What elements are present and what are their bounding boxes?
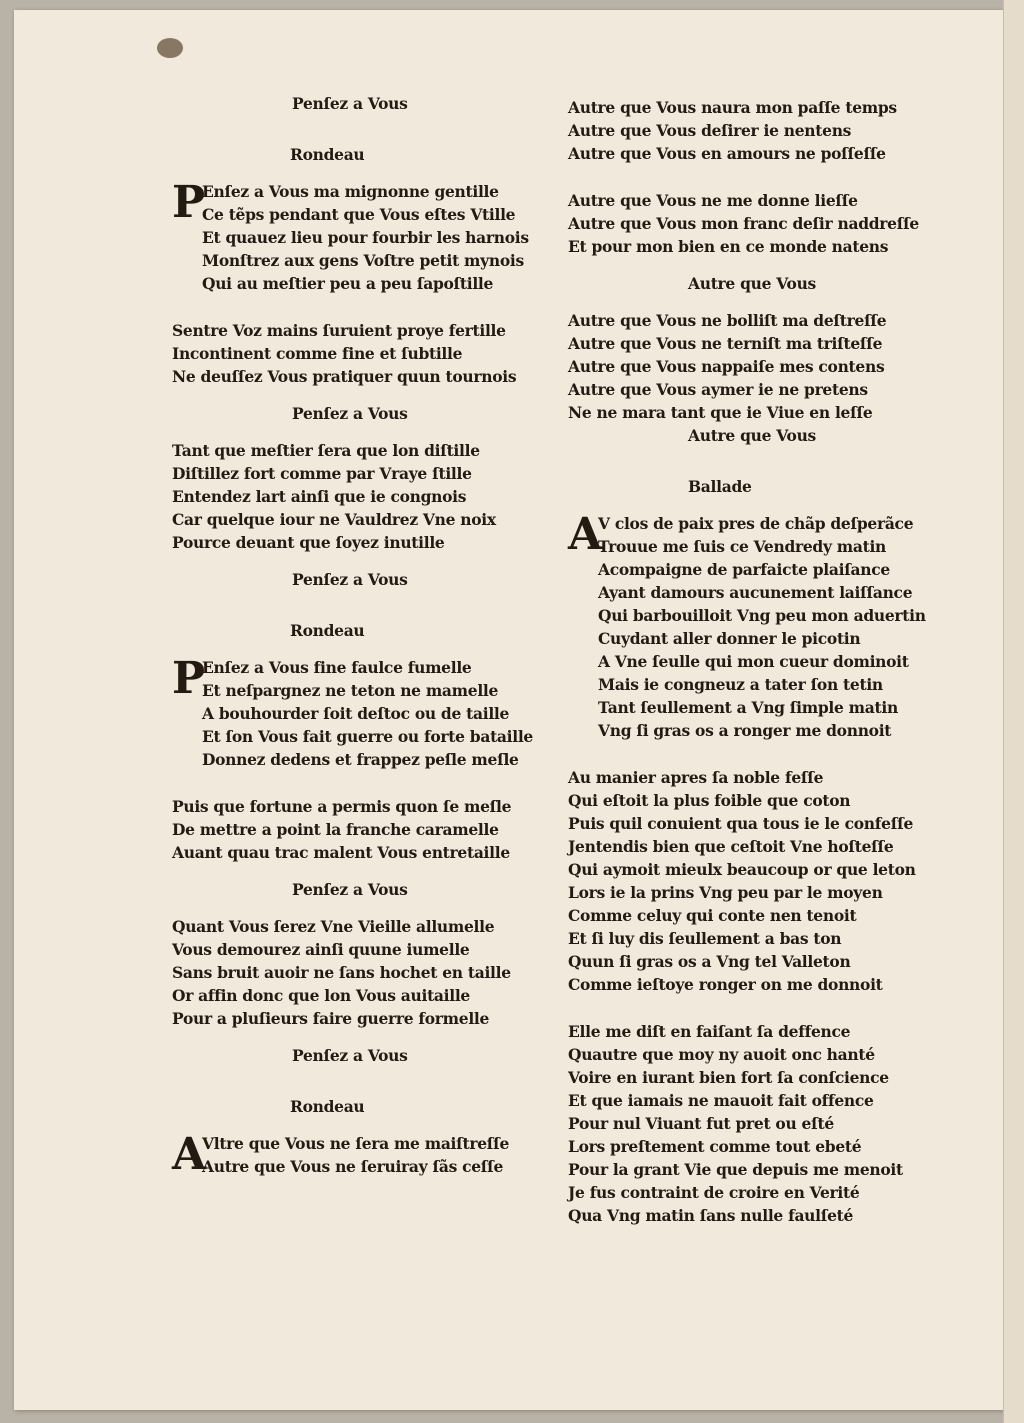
section-heading: Penſez a Vous: [292, 94, 408, 113]
verse-line: Sans bruit auoir ne ſans hochet en taille: [172, 963, 511, 982]
section-heading: Penſez a Vous: [292, 404, 408, 423]
verse-stanza: [172, 653, 542, 771]
verse-line: A bouhourder ſoit deſtoc ou de taille: [202, 704, 510, 723]
verse-line: Et pour mon bien en ce monde natens: [568, 237, 889, 256]
spacer: [172, 554, 542, 568]
spacer: [172, 166, 542, 180]
verse-line: Et que iamais ne mauoit fait offence: [568, 1091, 874, 1110]
verse-stanza: [568, 509, 928, 742]
section-heading: Rondeau: [290, 621, 365, 640]
section-heading: Ballade: [688, 477, 752, 496]
verse-line: Et quauez lieu pour fourbir les harnois: [202, 228, 529, 247]
verse-line: Puis que fortune a permis quon ſe meſle: [172, 797, 512, 816]
verse-line: Comme ieſtoye ronger on me donnoit: [568, 975, 883, 994]
spacer: [172, 295, 542, 319]
spacer: [172, 901, 542, 915]
verse-line: Autre que Vous aymer ie ne pretens: [568, 380, 868, 399]
verse-stanza: [172, 439, 542, 554]
spacer: [172, 1118, 542, 1132]
verse-line: Et ſon Vous fait guerre ou forte bataille: [202, 727, 533, 746]
verse-line: Autre que Vous en amours ne poſſeſſe: [568, 144, 886, 163]
spacer: [568, 165, 928, 189]
verse-line: Donnez dedens et frappez peſle meſle: [202, 750, 519, 769]
verse-line: V clos de paix pres de chãp deſperãce: [598, 514, 914, 533]
verse-line: Incontinent comme fine et ſubtille: [172, 344, 463, 363]
spacer: [172, 388, 542, 402]
verse-line: Pour nul Viuant fut pret ou eſté: [568, 1114, 834, 1133]
verse-line: De mettre a point la franche caramelle: [172, 820, 499, 839]
verse-line: Cuydant aller donner le picotin: [598, 629, 861, 648]
right-text-column: [568, 96, 928, 1227]
verse-line: Sentre Voz mains ſuruient proye fertille: [172, 321, 506, 340]
spacer: [568, 996, 928, 1020]
verse-stanza: [568, 309, 928, 424]
verse-line: Puis quil conuient qua tous ie le confeſſe: [568, 814, 914, 833]
spacer: [568, 742, 928, 766]
verse-line: Ce tẽps pendant que Vous eſtes Vtille: [202, 205, 516, 224]
verse-line: Autre que Vous nappaiſe mes contens: [568, 357, 885, 376]
verse-line: Ne ne mara tant que ie Viue en leſſe: [568, 403, 873, 422]
section-heading: Rondeau: [290, 145, 365, 164]
verse-stanza: [172, 795, 542, 864]
spacer: [568, 258, 928, 272]
spacer: [172, 864, 542, 878]
spacer: [568, 295, 928, 309]
verse-line: Qua Vng matin ſans nulle faulſeté: [568, 1206, 854, 1225]
verse-line: Lors preſtement comme tout ebeté: [568, 1137, 862, 1156]
verse-line: Enſez a Vous ma mignonne gentille: [202, 182, 499, 201]
verse-line: Vous demourez ainſi quune iumelle: [172, 940, 470, 959]
section-heading: Penſez a Vous: [292, 880, 408, 899]
verse-line: Trouue me ſuis ce Vendredy matin: [598, 537, 887, 556]
verse-line: Pource deuant que ſoyez inutille: [172, 533, 445, 552]
verse-line: Quant Vous ſerez Vne Vieille allumelle: [172, 917, 495, 936]
spacer: [568, 461, 928, 475]
spacer: [568, 447, 928, 461]
verse-line: Quautre que moy ny auoit onc hanté: [568, 1045, 875, 1064]
verse-stanza: [172, 177, 542, 295]
verse-line: A Vne ſeulle qui mon cueur dominoit: [598, 652, 909, 671]
verse-line: Autre que Vous mon franc deſir naddreſſe: [568, 214, 919, 233]
verse-line: Auant quau trac malent Vous entretaille: [172, 843, 510, 862]
verse-line: Vng ſi gras os a ronger me donnoit: [598, 721, 892, 740]
verse-line: Diſtillez fort comme par Vraye ſtille: [172, 464, 472, 483]
spacer: [172, 1067, 542, 1081]
spacer: [172, 771, 542, 795]
verse-stanza: [568, 766, 928, 996]
spacer: [172, 115, 542, 129]
verse-line: Mais ie congneuz a tater ſon tetin: [598, 675, 883, 694]
verse-line: Voire en iurant bien fort ſa conſcience: [568, 1068, 889, 1087]
verse-line: Je fus contraint de croire en Verité: [568, 1183, 860, 1202]
drop-cap-initial: A: [568, 509, 602, 560]
spacer: [172, 1030, 542, 1044]
verse-line: Autre que Vous naura mon paſſe temps: [568, 98, 897, 117]
verse-line: Qui eſtoit la plus foible que coton: [568, 791, 851, 810]
verse-line: Acompaigne de parfaicte plaiſance: [598, 560, 890, 579]
section-heading: Rondeau: [290, 1097, 365, 1116]
verse-line: Qui aymoit mieulx beaucoup or que leton: [568, 860, 916, 879]
verse-line: Ne deuſſez Vous pratiquer quun tournois: [172, 367, 517, 386]
ink-stain: [157, 38, 183, 58]
verse-line: Tant que meſtier ſera que lon diſtille: [172, 441, 480, 460]
verse-line: Quun ſi gras os a Vng tel Valleton: [568, 952, 851, 971]
spacer: [172, 605, 542, 619]
section-heading: Autre que Vous: [688, 274, 816, 293]
section-heading: Autre que Vous: [688, 426, 816, 445]
section-heading: Penſez a Vous: [292, 570, 408, 589]
verse-line: Lors ie la prins Vng peu par le moyen: [568, 883, 883, 902]
next-page-edge: [1003, 0, 1024, 1423]
verse-line: Entendez lart ainſi que ie congnois: [172, 487, 467, 506]
verse-line: Ayant damours aucunement laiſſance: [598, 583, 913, 602]
verse-line: Autre que Vous ne terniſt ma triſteſſe: [568, 334, 883, 353]
spacer: [172, 591, 542, 605]
verse-line: Comme celuy qui conte nen tenoit: [568, 906, 857, 925]
verse-line: Pour la grant Vie que depuis me menoit: [568, 1160, 903, 1179]
verse-line: Qui au meſtier peu a peu ſapoſtille: [202, 274, 494, 293]
verse-line: Enſez a Vous fine faulce fumelle: [202, 658, 472, 677]
verse-stanza: [568, 189, 928, 258]
verse-line: Jentendis bien que ceſtoit Vne hoſteſſe: [568, 837, 894, 856]
verse-line: Au manier apres ſa noble feſſe: [568, 768, 824, 787]
verse-line: Et ſi luy dis ſeullement a bas ton: [568, 929, 842, 948]
spacer: [568, 498, 928, 512]
verse-line: Autre que Vous ne me donne lieſſe: [568, 191, 858, 210]
drop-cap-initial: P: [172, 177, 205, 228]
verse-stanza: [172, 1129, 542, 1180]
spacer: [172, 425, 542, 439]
verse-line: Elle me diſt en faiſant ſa deffence: [568, 1022, 851, 1041]
verse-stanza: [172, 319, 542, 388]
spacer: [172, 129, 542, 143]
verse-line: Tant ſeullement a Vng ſimple matin: [598, 698, 898, 717]
verse-stanza: [568, 1020, 928, 1227]
drop-cap-initial: P: [172, 653, 205, 704]
spacer: [172, 642, 542, 656]
verse-line: Vltre que Vous ne ſera me maiſtreſſe: [202, 1134, 510, 1153]
verse-line: Et neſpargnez ne teton ne mamelle: [202, 681, 499, 700]
verse-line: Or affin donc que lon Vous auitaille: [172, 986, 470, 1005]
verse-stanza: [568, 96, 928, 165]
verse-line: Qui barbouilloit Vng peu mon aduertin: [598, 606, 926, 625]
left-text-column: [172, 92, 542, 1178]
verse-line: Car quelque iour ne Vauldrez Vne noix: [172, 510, 496, 529]
spacer: [172, 1081, 542, 1095]
verse-line: Monſtrez aux gens Voſtre petit mynois: [202, 251, 524, 270]
verse-line: Autre que Vous deſirer ie nentens: [568, 121, 852, 140]
verse-line: Autre que Vous ne bolliſt ma deſtreſſe: [568, 311, 887, 330]
verse-line: Pour a pluſieurs faire guerre formelle: [172, 1009, 490, 1028]
drop-cap-initial: A: [172, 1129, 206, 1180]
verse-stanza: [172, 915, 542, 1030]
section-heading: Penſez a Vous: [292, 1046, 408, 1065]
verse-line: Autre que Vous ne ſeruiray ſãs ceſſe: [202, 1157, 504, 1176]
